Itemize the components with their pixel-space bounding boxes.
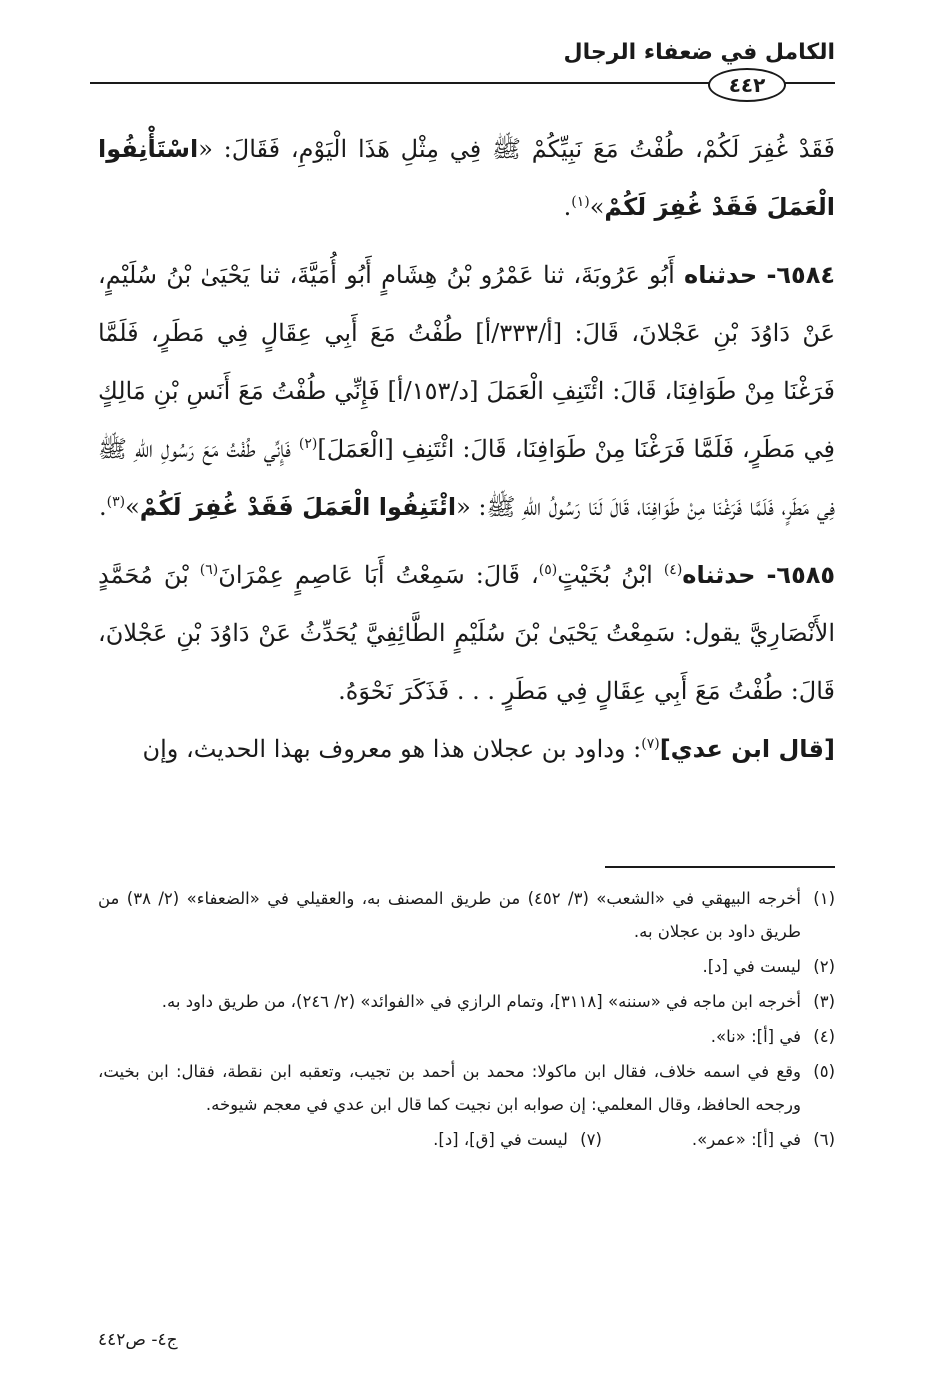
footnotes bbox=[98, 882, 835, 1158]
narration-label: حدثناه bbox=[684, 261, 758, 289]
footnote-item bbox=[98, 1055, 835, 1121]
hadith-number: ٦٥٨٥- bbox=[766, 561, 836, 589]
hadith-quote: ائْتَنِفُوا الْعَمَلَ فَقَدْ غُفِرَ لَكُمْ bbox=[139, 493, 457, 521]
commentary-label: [قال ابن عدي] bbox=[659, 735, 835, 763]
text-run: . bbox=[563, 193, 572, 221]
hadith-quote: اسْتَأْنِفُوا الْعَمَلَ فَقَدْ غُفِرَ لَكُمْ bbox=[98, 135, 835, 221]
footnote-item bbox=[692, 1123, 835, 1156]
text-run: » bbox=[589, 193, 605, 221]
footnote-ref: (١) bbox=[571, 194, 590, 210]
footnote-text: ليست في [د]. bbox=[702, 957, 801, 976]
footnote-ref: (٦) bbox=[199, 562, 219, 578]
footnote-number: (٣) bbox=[813, 992, 835, 1011]
paragraph-ibn-adi bbox=[98, 720, 835, 778]
footnote-text: وقع في اسمه خلاف، فقال ابن ماكولا: محمد بن أحمد بن تجيب، وتعقبه ابن نقطة، فقال: ابن بخيت، ورجحه الحافظ، وقال المعلمي: إن صوابه ابن نجيت كما قال ابن عدي في معجم شيوخه. bbox=[98, 1062, 801, 1114]
footnote-number: (١) bbox=[813, 889, 835, 908]
footnote-item bbox=[98, 882, 835, 948]
footnote-item bbox=[98, 1020, 835, 1053]
text-run: : وداود بن عجلان هذا هو معروف بهذا الحديث، وإن bbox=[142, 735, 642, 763]
footnote-ref: (٢) bbox=[298, 436, 318, 452]
paragraph-6584 bbox=[98, 246, 835, 536]
footnote-text: في [أ]: «نا». bbox=[710, 1027, 801, 1046]
footnote-item bbox=[98, 950, 835, 983]
main-text bbox=[98, 120, 835, 778]
footnote-text: ليست في [ق]، [د]. bbox=[433, 1130, 568, 1149]
volume-page-reference: ج٤- ص٤٤٢ bbox=[98, 1330, 178, 1350]
narration-label: حدثناه bbox=[682, 561, 756, 589]
text-run: ابْنُ بُخَيْتٍ bbox=[557, 561, 664, 589]
text-run: بْنَ مُحَمَّدٍ الأَنْصَارِيَّ يقول: سَمِعْتُ يَحْيَىٰ بْنَ سُلَيْمٍ الطَّائِفِيَّ يُحَدِّثُ عَنْ دَاوُدَ بْنِ عَجْلانَ، قَالَ: طُفْتُ مَعَ أَبِي عِقَالٍ فِي مَطَرٍ . . . فَذَكَرَ نَحْوَهُ. bbox=[98, 561, 835, 705]
footnote-ref: (٤) bbox=[663, 562, 683, 578]
text-run: فَقَدْ غُفِرَ لَكُمْ، طُفْتُ مَعَ نَبِيِّكُمْ ﷺ فِي مِثْلِ هَذَا الْيَوْمِ، فَقَالَ: « bbox=[198, 135, 835, 163]
footnote-ref: (٧) bbox=[641, 736, 660, 752]
footnote-item bbox=[98, 985, 835, 1018]
footnote-separator bbox=[605, 866, 835, 868]
text-run: أَبُو عَرُوبَةَ، ثنا عَمْرُو بْنُ هِشَامٍ أَبُو أُمَيَّةَ، ثنا يَحْيَىٰ بْنُ سُلَيْمٍ، عَنْ دَاوُدَ بْنِ عَجْلانَ، قَالَ: [أ/٣٣٣/أ] طُفْتُ مَعَ أَبِي عِقَالٍ فِي مَطَرٍ، فَلَمَّا فَرَغْنَا مِنْ طَوَافِنَا، قَالَ: ائْتَنِفِ الْعَمَلَ [د/١٥٣/أ] فَإِنِّي طُفْتُ مَعَ أَنَسِ بْنِ مَالِكٍ فِي مَطَرٍ، فَلَمَّا فَرَغْنَا مِنْ طَوَافِنَا، قَالَ: ائْتَنِفِ [الْعَمَلَ] bbox=[98, 261, 836, 463]
text-run: . bbox=[98, 493, 107, 521]
footnote-text: أخرجه البيهقي في «الشعب» (٣/ ٤٥٢) من طريق المصنف به، والعقيلي في «الضعفاء» (٢/ ٣٨) من طريق داود بن عجلان به. bbox=[98, 889, 801, 941]
footnote-text: أخرجه ابن ماجه في «سننه» [٣١١٨]، وتمام الرازي في «الفوائد» (٢/ ٢٤٦)، من طريق داود به. bbox=[161, 992, 801, 1011]
text-run: ، قَالَ: سَمِعْتُ أَبَا عَاصِمٍ عِمْرَانَ bbox=[218, 561, 539, 589]
hadith-number: ٦٥٨٤- bbox=[766, 261, 835, 289]
page-number-badge: ٤٤٢ bbox=[708, 68, 786, 102]
footnote-pair bbox=[98, 1123, 835, 1158]
paragraph-continuation bbox=[98, 120, 835, 236]
footnote-number: (٥) bbox=[813, 1062, 835, 1081]
paragraph-6585 bbox=[98, 546, 835, 720]
footnote-text: في [أ]: «عمر». bbox=[691, 1130, 801, 1149]
footnote-number: (٦) bbox=[813, 1130, 835, 1149]
footnote-number: (٧) bbox=[580, 1130, 602, 1149]
text-run: فَإِنِّي طُفْتُ مَعَ رَسُولِ اللهِ ﷺ فِي مَطَرٍ، فَلَمَّا فَرَغْنَا مِنْ طَوَافِنَا، قَالَ لَنَا رَسُولُ اللهِ ﷺ: « bbox=[98, 435, 835, 521]
footnote-ref: (٥) bbox=[538, 562, 558, 578]
footnote-ref: (٣) bbox=[106, 494, 126, 510]
running-title: الكامل في ضعفاء الرجال bbox=[563, 40, 835, 65]
footnote-number: (٤) bbox=[813, 1027, 835, 1046]
text-run: » bbox=[125, 493, 140, 521]
footnote-item bbox=[433, 1123, 602, 1156]
footnote-number: (٢) bbox=[813, 957, 835, 976]
